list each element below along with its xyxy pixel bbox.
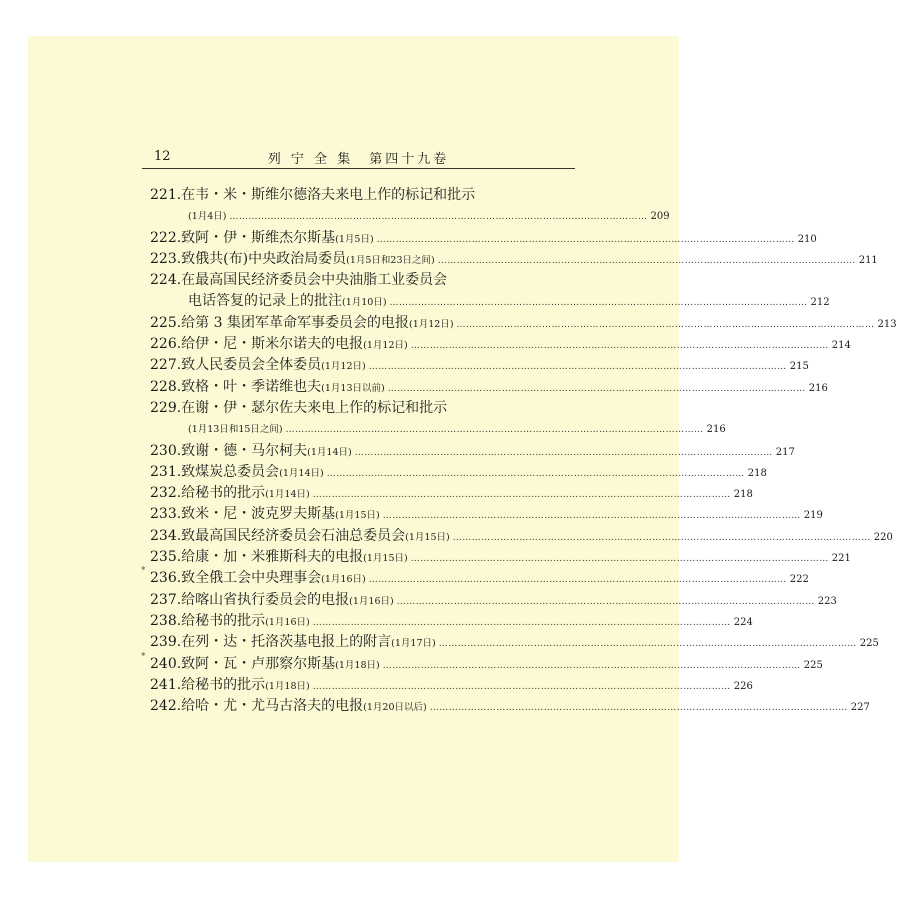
entry-number: 223. bbox=[150, 250, 182, 267]
entry-date-note: (1月17日) bbox=[391, 638, 436, 650]
entry-page-number: 217 bbox=[775, 446, 795, 458]
toc-entry bbox=[150, 611, 753, 632]
entry-title: 给喀山省执行委员会的电报 bbox=[181, 591, 350, 608]
entry-title: 给伊・尼・斯米尔诺夫的电报 bbox=[181, 336, 364, 353]
entry-title: 致最高国民经济委员会石油总委员会 bbox=[181, 527, 406, 544]
page-number: 12 bbox=[154, 149, 171, 164]
entry-title: 致俄共(布)中央政治局委员 bbox=[181, 250, 347, 267]
entry-line bbox=[150, 398, 576, 419]
entry-line bbox=[150, 249, 878, 270]
dot-leader: …………………………………………………………………………………………………………………… bbox=[438, 639, 857, 650]
entry-title: 致米・尼・波克罗夫斯基 bbox=[181, 506, 336, 523]
entry-page-number: 218 bbox=[747, 467, 767, 479]
toc-entry bbox=[150, 696, 870, 717]
entry-page-number: 227 bbox=[850, 702, 870, 714]
entry-title-continued: 电话答复的记录上的批注 bbox=[188, 293, 342, 310]
entry-page-number: 221 bbox=[831, 553, 851, 565]
dot-leader: …………………………………………………………………………………………………………………… bbox=[229, 212, 648, 223]
entry-number: 233. bbox=[150, 506, 182, 523]
entry-title: 致人民委员会全体委员 bbox=[181, 357, 322, 374]
entry-number: 221. bbox=[150, 187, 182, 203]
entry-date-note: (1月18日) bbox=[265, 680, 310, 692]
entry-line bbox=[150, 675, 753, 696]
entry-line bbox=[150, 632, 879, 653]
toc-entry bbox=[150, 547, 851, 568]
dot-leader: …………………………………………………………………………………………………………………… bbox=[410, 341, 829, 352]
entry-page-number: 222 bbox=[789, 574, 809, 586]
entry-number: 228. bbox=[150, 378, 182, 395]
entry-date-note: (1月20日以后) bbox=[363, 702, 427, 714]
entry-number: 232. bbox=[150, 485, 182, 502]
entry-number: 236. bbox=[150, 570, 182, 587]
dot-leader: …………………………………………………………………………………………………………………… bbox=[382, 511, 801, 522]
dot-leader: …………………………………………………………………………………………………………………… bbox=[387, 383, 806, 394]
entry-number: 242. bbox=[150, 698, 182, 715]
table-of-contents bbox=[141, 185, 897, 717]
entry-page-number: 220 bbox=[873, 531, 893, 543]
entry-page-number: 209 bbox=[650, 211, 670, 223]
entry-title: 给秘书的批示 bbox=[181, 485, 266, 502]
toc-entry bbox=[150, 377, 828, 398]
entry-marker: * bbox=[141, 566, 146, 577]
entry-title: 给秘书的批示 bbox=[181, 676, 266, 693]
entry-number: 238. bbox=[150, 612, 182, 629]
dot-leader: …………………………………………………………………………………………………………………… bbox=[456, 319, 875, 330]
toc-entry bbox=[150, 441, 795, 462]
entry-page-number: 214 bbox=[831, 340, 851, 352]
dot-leader: …………………………………………………………………………………………………………………… bbox=[396, 596, 815, 607]
toc-entry bbox=[150, 504, 823, 525]
entry-date-note: (1月10日) bbox=[342, 297, 387, 309]
entry-date-note: (1月15日) bbox=[363, 553, 408, 565]
entry-date-note: (1月5日和23日之间) bbox=[346, 254, 435, 266]
entry-page-number: 225 bbox=[859, 638, 879, 650]
dot-leader: …………………………………………………………………………………………………………………… bbox=[382, 660, 801, 671]
entry-page-number: 219 bbox=[803, 510, 823, 522]
entry-line bbox=[150, 228, 817, 249]
entry-date-note: (1月15日) bbox=[335, 510, 380, 522]
dot-leader: …………………………………………………………………………………………………………………… bbox=[354, 447, 773, 458]
entry-line bbox=[150, 654, 823, 675]
entry-title: 致阿・伊・斯维杰尔斯基 bbox=[181, 229, 336, 246]
entry-title: 给第 3 集团军革命军事委员会的电报 bbox=[181, 314, 409, 331]
entry-number: 239. bbox=[150, 634, 182, 651]
entry-date-note: (1月12日) bbox=[408, 318, 454, 330]
entry-date-note: (1月16日) bbox=[349, 595, 394, 607]
entry-line bbox=[150, 590, 837, 611]
toc-entry bbox=[150, 185, 670, 228]
entry-page-number: 225 bbox=[803, 659, 823, 671]
toc-entry bbox=[150, 590, 837, 611]
dot-leader: …………………………………………………………………………………………………………………… bbox=[312, 681, 731, 692]
entry-title: 给康・加・米雅斯科夫的电报 bbox=[181, 549, 364, 566]
entry-page-number: 216 bbox=[808, 382, 828, 394]
entry-title: 致全俄工会中央理事会 bbox=[181, 570, 322, 587]
entry-page-number: 223 bbox=[817, 595, 837, 607]
toc-entry bbox=[150, 675, 753, 696]
entry-number: 230. bbox=[150, 442, 182, 459]
entry-number: 222. bbox=[150, 229, 182, 246]
entry-page-number: 211 bbox=[858, 254, 878, 266]
toc-entry bbox=[150, 334, 851, 355]
entry-line bbox=[150, 568, 809, 589]
entry-page-number: 218 bbox=[733, 489, 753, 501]
entry-date-note: (1月14日) bbox=[279, 467, 324, 479]
entry-line bbox=[150, 185, 576, 206]
entry-number: 240. bbox=[150, 655, 182, 672]
entry-title: 给秘书的批示 bbox=[181, 612, 266, 629]
toc-entry bbox=[141, 566, 809, 589]
entry-title: 致谢・德・马尔柯夫 bbox=[181, 442, 308, 459]
toc-entry bbox=[150, 270, 830, 313]
entry-title: 致格・叶・季诺维也夫 bbox=[181, 378, 322, 395]
running-head bbox=[142, 146, 575, 169]
toc-entry bbox=[150, 632, 879, 653]
entry-number: 225. bbox=[150, 314, 182, 331]
entry-line bbox=[150, 696, 870, 717]
dot-leader: …………………………………………………………………………………………………………………… bbox=[368, 575, 787, 586]
dot-leader: …………………………………………………………………………………………………………………… bbox=[285, 425, 704, 436]
entry-line bbox=[150, 441, 795, 462]
entry-number: 224. bbox=[150, 272, 182, 289]
entry-title: 在最高国民经济委员会中央油脂工业委员会 bbox=[181, 272, 448, 289]
entry-page-number: 210 bbox=[797, 233, 817, 245]
entry-marker: * bbox=[141, 651, 146, 662]
toc-entry bbox=[150, 228, 817, 249]
entry-line bbox=[150, 377, 828, 398]
toc-entry bbox=[141, 651, 823, 675]
entry-line bbox=[150, 419, 726, 440]
toc-entry bbox=[150, 398, 726, 441]
entry-title: 致煤炭总委员会 bbox=[181, 463, 280, 480]
entry-date-note: (1月13日以前) bbox=[321, 382, 385, 394]
entry-page-number: 226 bbox=[733, 680, 753, 692]
entry-line bbox=[150, 355, 809, 376]
entry-line bbox=[150, 313, 897, 334]
dot-leader: …………………………………………………………………………………………………………………… bbox=[452, 532, 871, 543]
dot-leader: …………………………………………………………………………………………………………………… bbox=[437, 255, 856, 266]
dot-leader: …………………………………………………………………………………………………………………… bbox=[312, 617, 731, 628]
entry-line bbox=[150, 206, 670, 227]
entry-title: 在谢・伊・瑟尔佐夫来电上作的标记和批示 bbox=[181, 399, 448, 416]
entry-title: 在韦・米・斯维尔德洛夫来电上作的标记和批示 bbox=[181, 187, 476, 203]
entry-number: 226. bbox=[150, 336, 182, 353]
dot-leader: …………………………………………………………………………………………………………………… bbox=[429, 703, 848, 714]
dot-leader: …………………………………………………………………………………………………………………… bbox=[312, 490, 731, 501]
entry-date-note: (1月12日) bbox=[321, 361, 366, 373]
entry-page-number: 216 bbox=[706, 424, 726, 436]
dot-leader: …………………………………………………………………………………………………………………… bbox=[326, 468, 745, 479]
entry-date-note: (1月5日) bbox=[335, 233, 374, 245]
dot-leader: …………………………………………………………………………………………………………………… bbox=[368, 362, 787, 373]
entry-number: 241. bbox=[150, 676, 182, 693]
dot-leader: …………………………………………………………………………………………………………………… bbox=[389, 298, 808, 309]
entry-page-number: 224 bbox=[733, 616, 753, 628]
entry-line bbox=[150, 504, 823, 525]
running-title: 列 宁 全 集 第四十九卷 bbox=[267, 152, 450, 167]
toc-entry bbox=[150, 526, 893, 547]
toc-entry bbox=[150, 249, 878, 270]
toc-entry bbox=[150, 483, 753, 504]
entry-page-number: 213 bbox=[877, 318, 897, 330]
entry-number: 227. bbox=[150, 357, 182, 374]
entry-title: 致阿・瓦・卢那察尔斯基 bbox=[181, 655, 336, 672]
entry-line bbox=[150, 291, 830, 312]
dot-leader: …………………………………………………………………………………………………………………… bbox=[410, 554, 829, 565]
entry-line bbox=[150, 270, 576, 291]
entry-date-note: (1月14日) bbox=[307, 446, 352, 458]
entry-line bbox=[150, 334, 851, 355]
entry-title: 在列・达・托洛茨基电报上的附言 bbox=[181, 634, 392, 651]
entry-date-note: (1月15日) bbox=[405, 531, 450, 543]
entry-line bbox=[150, 526, 893, 547]
entry-number: 231. bbox=[150, 463, 182, 480]
entry-date-note: (1月4日) bbox=[188, 211, 227, 223]
toc-entry bbox=[150, 355, 809, 376]
entry-number: 237. bbox=[150, 591, 182, 608]
entry-line bbox=[150, 611, 753, 632]
entry-date-note: (1月14日) bbox=[265, 489, 310, 501]
entry-title: 给哈・尤・尤马古洛夫的电报 bbox=[181, 698, 364, 715]
dot-leader: …………………………………………………………………………………………………………………… bbox=[376, 234, 795, 245]
entry-line bbox=[150, 547, 851, 568]
entry-number: 229. bbox=[150, 399, 182, 416]
entry-date-note: (1月16日) bbox=[265, 616, 310, 628]
entry-date-note: (1月13日和15日之间) bbox=[188, 424, 283, 436]
toc-entry bbox=[150, 462, 767, 483]
entry-page-number: 215 bbox=[789, 361, 809, 373]
toc-entry bbox=[150, 313, 897, 334]
entry-number: 234. bbox=[150, 527, 182, 544]
entry-number: 235. bbox=[150, 549, 182, 566]
entry-date-note: (1月18日) bbox=[335, 659, 380, 671]
entry-date-note: (1月12日) bbox=[363, 340, 408, 352]
entry-line bbox=[150, 462, 767, 483]
entry-page-number: 212 bbox=[810, 297, 830, 309]
entry-line bbox=[150, 483, 753, 504]
entry-date-note: (1月16日) bbox=[321, 574, 366, 586]
